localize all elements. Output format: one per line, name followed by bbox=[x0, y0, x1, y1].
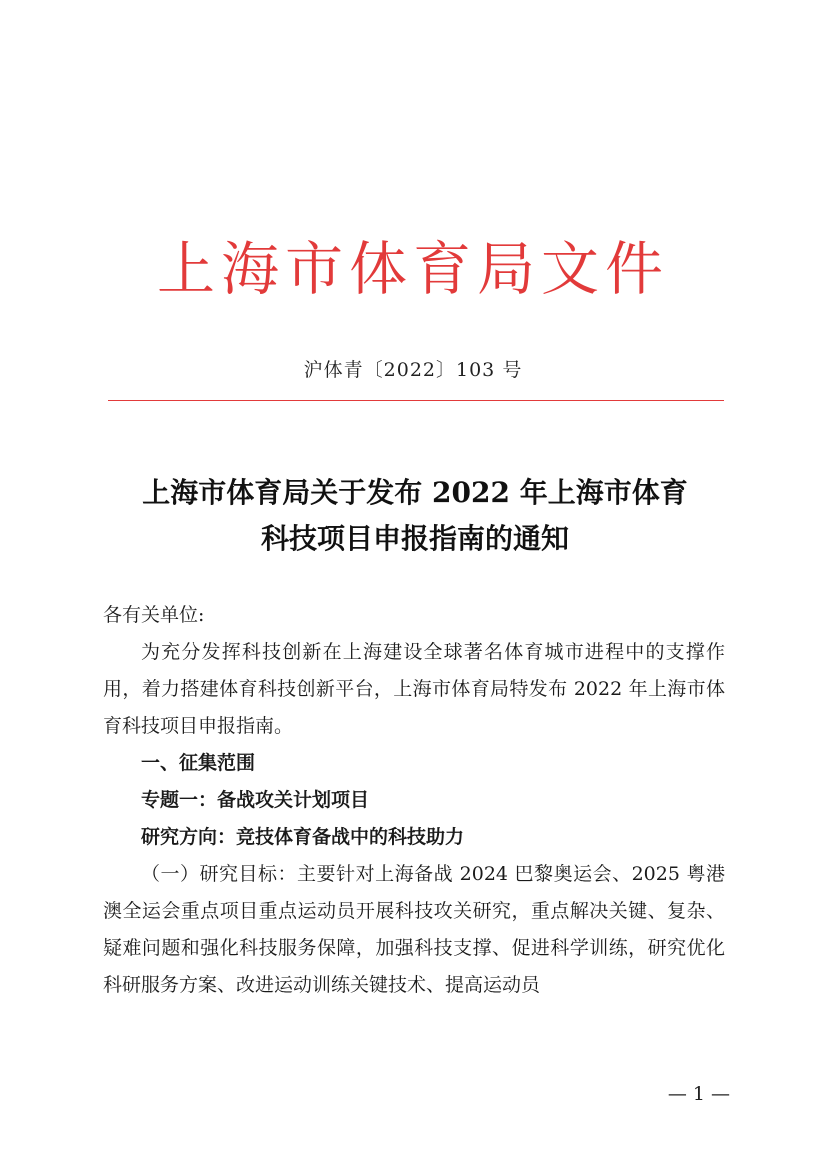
salutation: 各有关单位: bbox=[103, 604, 205, 626]
notice-title-line-1: 上海市体育局关于发布 2022 年上海市体育 bbox=[142, 476, 688, 509]
red-separator-line bbox=[108, 400, 724, 401]
document-body bbox=[103, 597, 725, 1004]
research-direction: 研究方向：竞技体育备战中的科技助力 bbox=[141, 826, 465, 848]
research-goal-paragraph: （一）研究目标：主要针对上海备战 2024 巴黎奥运会、2025 粤港澳全运会重点项目重点运动员开展科技攻关研究，重点解决关键、复杂、疑难问题和强化科技服务保障，加强科技支撑、促进科学训练，研究优化科研服务方案、改进运动训练关键技术、提高运动员 bbox=[103, 863, 725, 996]
notice-title bbox=[90, 470, 740, 562]
intro-paragraph: 为充分发挥科技创新在上海建设全球著名体育城市进程中的支撑作用，着力搭建体育科技创新平台，上海市体育局特发布 2022 年上海市体育科技项目申报指南。 bbox=[103, 641, 725, 737]
topic-heading: 专题一：备战攻关计划项目 bbox=[141, 789, 370, 811]
document-number: 沪体青〔2022〕103 号 bbox=[303, 359, 523, 381]
masthead-title: 上海市体育局文件 bbox=[156, 235, 669, 303]
section-heading-scope: 一、征集范围 bbox=[141, 752, 256, 774]
notice-title-line-2: 科技项目申报指南的通知 bbox=[260, 522, 569, 555]
page-number: — 1 — bbox=[667, 1083, 730, 1105]
